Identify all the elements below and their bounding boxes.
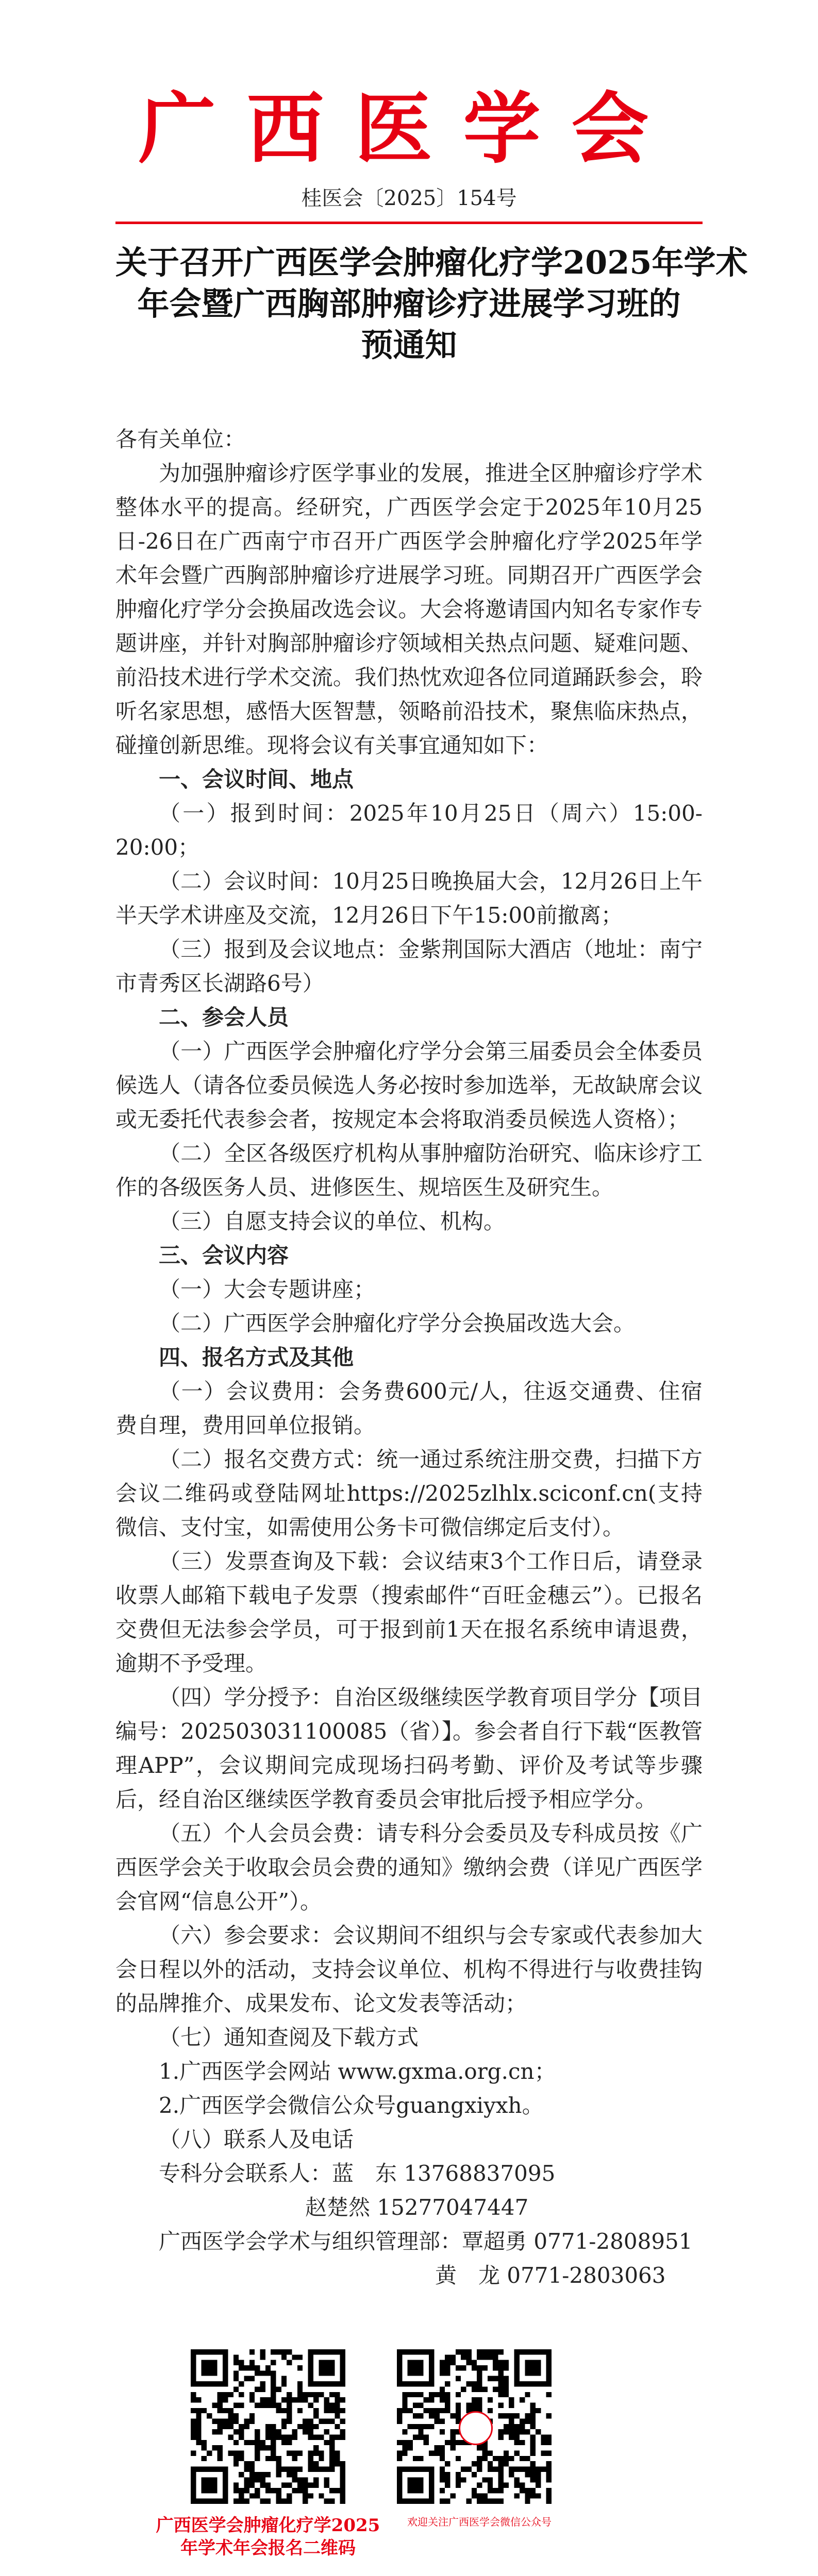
paragraph: （一）报到时间：2025年10月25日（周六）15:00-20:00； bbox=[115, 801, 703, 860]
notice-title bbox=[115, 242, 748, 366]
paragraph: （一）会议费用：会务费600元/人，往返交通费、住宿费自理，费用回单位报销。 bbox=[115, 1379, 703, 1438]
wechat-qr-caption: 欢迎关注广西医学会微信公众号 bbox=[407, 2516, 552, 2528]
paragraph: （二）广西医学会肿瘤化疗学分会换届改选大会。 bbox=[159, 1311, 636, 1336]
org-title: 广西医学会 bbox=[138, 83, 680, 174]
paragraph: （六）参会要求：会议期间不组织与会专家或代表参加大会日程以外的活动，支持会议单位、机构不得进行与收费挂钩的品牌推介、成果发布、论文发表等活动； bbox=[115, 1923, 703, 2016]
paragraph: （三）自愿支持会议的单位、机构。 bbox=[159, 1209, 506, 1234]
document-number: 桂医会〔2025〕154号 bbox=[301, 187, 517, 210]
section-heading: 二、参会人员 bbox=[159, 1005, 289, 1030]
contact-row: 专科分会联系人：蓝 东 13768837095 bbox=[159, 2161, 556, 2186]
paragraph: （七）通知查阅及下载方式 bbox=[159, 2025, 419, 2050]
notice-title-line: 预通知 bbox=[361, 326, 457, 364]
section-heading: 一、会议时间、地点 bbox=[159, 767, 354, 792]
wechat-logo-icon bbox=[459, 2411, 493, 2445]
contact-row: 赵楚然 15277047447 bbox=[305, 2195, 529, 2220]
section-heading: 四、报名方式及其他 bbox=[159, 1345, 354, 1370]
notice-body bbox=[115, 422, 703, 2293]
paragraph: （三）发票查询及下载：会议结束3个工作日后，请登录收票人邮箱下载电子发票（搜索邮件“百旺金穗云”）。已报名交费但无法参会学员，可于报到前1天在报名系统申请退费，逾期不予受理。 bbox=[115, 1549, 703, 1676]
paragraph: （二）会议时间：10月25日晚换届大会，12月26日上午半天学术讲座及交流，12月26日下午15:00前撤离； bbox=[115, 869, 703, 928]
paragraph: （五）个人会员会费：请专科分会委员及专科成员按《广西医学会关于收取会员会费的通知》缴纳会费（详见广西医学会官网“信息公开”）。 bbox=[115, 1821, 703, 1914]
caption-line: 广西医学会肿瘤化疗学2025 bbox=[156, 2515, 380, 2536]
paragraph: （四）学分授予：自治区级继续医学教育项目学分【项目编号：202503031100085（省）】。参会者自行下载“医教管理APP”，会议期间完成现场扫码考勤、评价及考试等步骤后，经自治区继续医学教育委员会审批后授予相应学分。 bbox=[115, 1685, 703, 1812]
paragraph: （一）大会专题讲座； bbox=[159, 1277, 376, 1302]
website-line: 1.广西医学会网站 www.gxma.org.cn； bbox=[159, 2059, 556, 2084]
wechat-qr-code[interactable] bbox=[397, 2349, 552, 2504]
paragraph: （二）全区各级医疗机构从事肿瘤防治研究、临床诊疗工作的各级医务人员、进修医生、规培医生及研究生。 bbox=[115, 1141, 703, 1200]
intro-paragraph: 为加强肿瘤诊疗医学事业的发展，推进全区肿瘤诊疗学术整体水平的提高。经研究，广西医学会定于2025年10月25日-26日在广西南宁市召开广西医学会肿瘤化疗学2025年学术年会暨广西胸部肿瘤诊疗进展学习班。同期召开广西医学会肿瘤化疗学分会换届改选会议。大会将邀请国内知名专家作专题讲座，并针对胸部肿瘤诊疗领域相关热点问题、疑难问题、前沿技术进行学术交流。我们热忱欢迎各位同道踊跃参会，聆听名家思想，感悟大医智慧，领略前沿技术，聚焦临床热点，碰撞创新思维。现将会议有关事宜通知如下： bbox=[115, 461, 703, 758]
contact-row: 黄 龙 0771-2803063 bbox=[435, 2263, 666, 2288]
section-heading: 三、会议内容 bbox=[159, 1243, 289, 1268]
qr-code-icon bbox=[191, 2349, 345, 2504]
notice-title-line: 关于召开广西医学会肿瘤化疗学2025年学术 bbox=[115, 244, 748, 281]
wechat-line: 2.广西医学会微信公众号guangxiyxh。 bbox=[159, 2093, 544, 2118]
paragraph: （二）报名交费方式：统一通过系统注册交费，扫描下方会议二维码或登陆网址https://2025zlhlx.sciconf.cn(支持微信、支付宝，如需使用公务卡可微信绑定后支付）。 bbox=[115, 1447, 703, 1540]
paragraph: （八）联系人及电话 bbox=[159, 2127, 354, 2152]
salutation: 各有关单位： bbox=[115, 427, 246, 452]
notice-title-line: 年会暨广西胸部肿瘤诊疗进展学习班的 bbox=[137, 285, 681, 323]
qr-code-area bbox=[0, 2349, 818, 2566]
caption-line: 年学术年会报名二维码 bbox=[180, 2538, 356, 2558]
red-divider-line bbox=[115, 222, 703, 224]
registration-qr-code[interactable] bbox=[191, 2349, 345, 2504]
paragraph: （一）广西医学会肿瘤化疗学分会第三届委员会全体委员候选人（请各位委员候选人务必按时参加选举，无故缺席会议或无委托代表参会者，按规定本会将取消委员候选人资格）； bbox=[115, 1039, 703, 1132]
paragraph: （三）报到及会议地点：金紫荆国际大酒店（地址：南宁市青秀区长湖路6号） bbox=[115, 937, 703, 996]
contact-row: 广西医学会学术与组织管理部：覃超勇 0771-2808951 bbox=[159, 2229, 693, 2254]
